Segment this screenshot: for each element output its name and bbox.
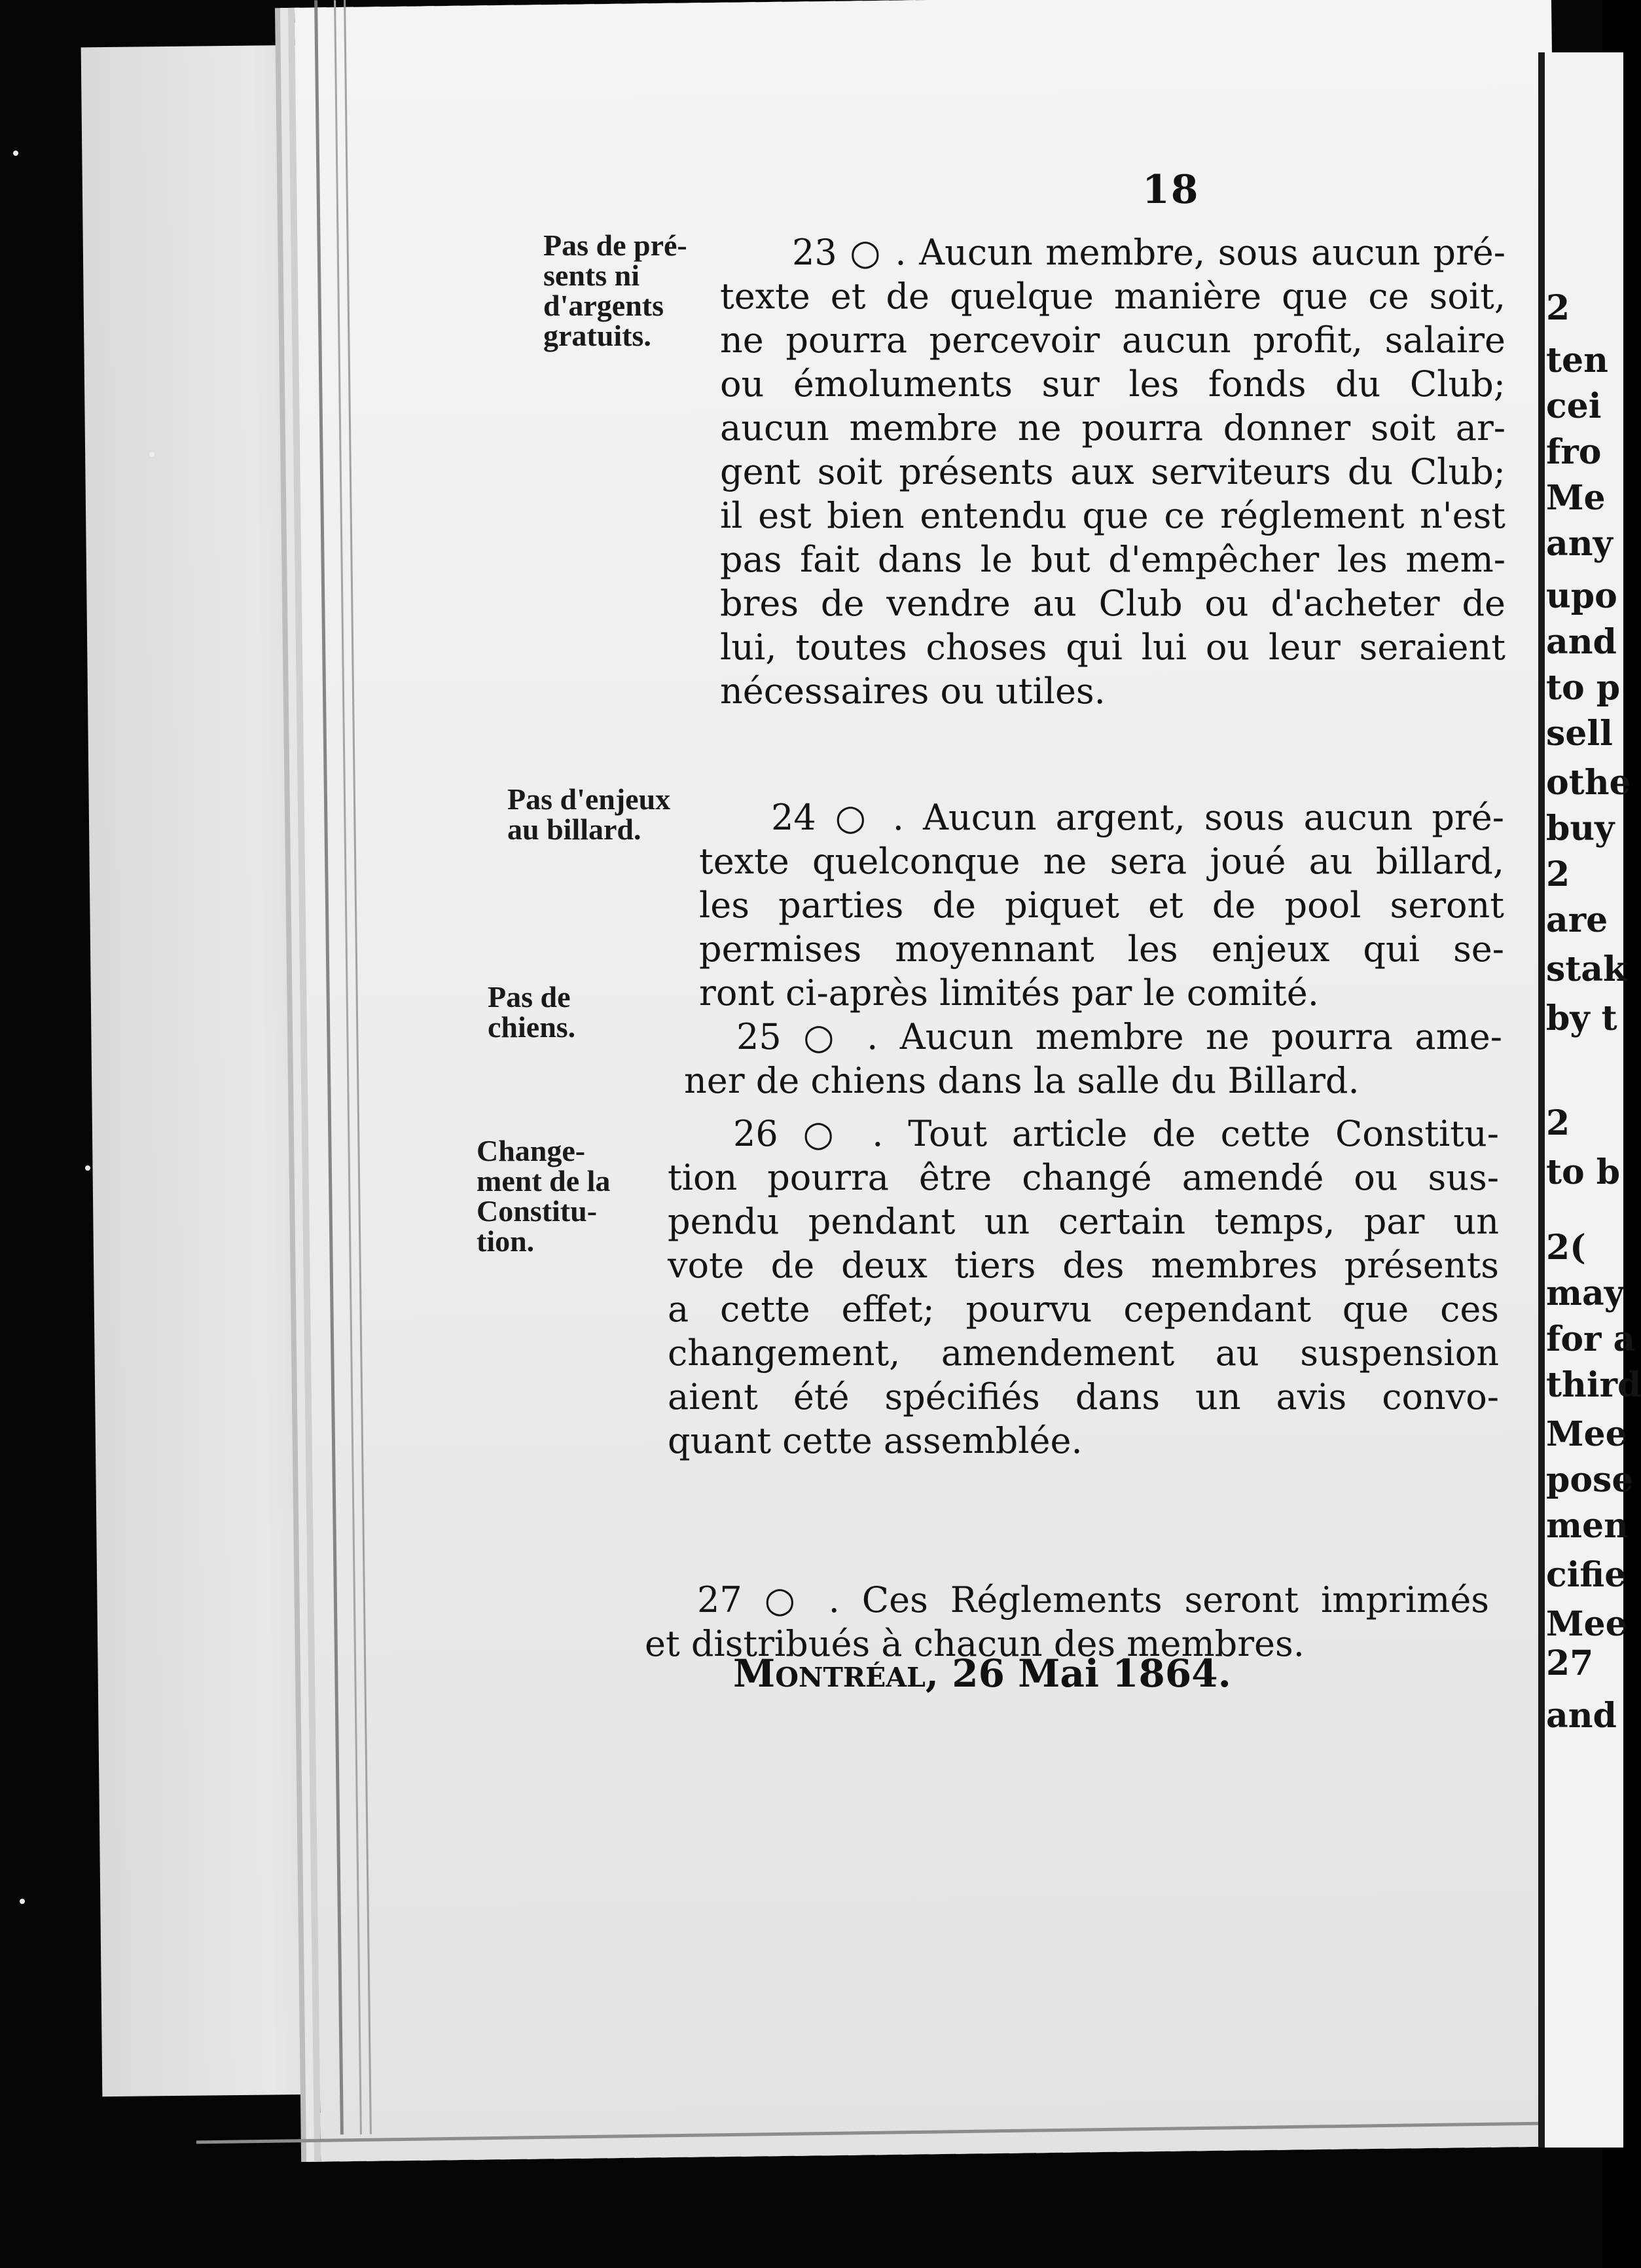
facing-page-fragment: by t — [1546, 998, 1617, 1038]
facing-page-fragment: 2 — [1546, 1103, 1570, 1143]
facing-page-fragment: to p — [1546, 668, 1621, 708]
article-line: gent soit présents aux serviteurs du Club; — [720, 451, 1506, 492]
facing-page-fragment: men — [1546, 1506, 1629, 1546]
article-line: ront ci-après limités par le comité. — [699, 972, 1319, 1014]
article-line: 25 ○ . Aucun membre ne pourra ame- — [736, 1016, 1502, 1057]
facing-page-fragment: cei — [1546, 386, 1602, 426]
margin-note-article-25: Pas de chiens. — [488, 980, 576, 1044]
article-line: les parties de piquet et de pool seront — [699, 885, 1504, 926]
article-line: texte et de quelque manière que ce soit, — [720, 276, 1506, 317]
facing-page-fragment: upo — [1546, 576, 1617, 616]
facing-page-fragment: may — [1546, 1273, 1624, 1313]
facing-page-fragment: stak — [1546, 949, 1627, 989]
article-line: vote de deux tiers des membres présents — [668, 1245, 1499, 1286]
facing-page-fragment: cifie — [1546, 1555, 1627, 1595]
article-26 — [668, 1112, 1499, 1463]
article-line: 26 ○ . Tout article de cette Constitu- — [733, 1113, 1499, 1154]
facing-page-fragment: 2( — [1546, 1228, 1586, 1268]
article-line: texte quelconque ne sera joué au billard, — [699, 841, 1504, 882]
article-line: 27 ○ . Ces Réglements seront imprimés — [697, 1579, 1489, 1620]
article-line: nécessaires ou utiles. — [720, 670, 1106, 712]
place: Montréal, — [733, 1651, 939, 1696]
article-line: tion pourra être changé amendé ou sus- — [668, 1157, 1499, 1198]
facing-page-fragment: ten — [1546, 340, 1608, 380]
dust-speck — [20, 1899, 25, 1904]
dust-speck — [149, 452, 154, 457]
article-line: 24 ○ . Aucun argent, sous aucun pré- — [771, 797, 1504, 838]
date: 26 Mai 1864. — [952, 1651, 1231, 1696]
facing-page-fragment: for a — [1546, 1319, 1636, 1359]
facing-page-fragment: Mee — [1546, 1604, 1627, 1644]
article-line: aient été spécifiés dans un avis convo- — [668, 1376, 1499, 1418]
article-line: quant cette assemblée. — [668, 1420, 1083, 1461]
facing-page-fragment: are — [1546, 900, 1608, 940]
facing-page-fragment: Me — [1546, 478, 1606, 518]
article-line: changement, amendement au suspension — [668, 1332, 1499, 1374]
article-line: pas fait dans le but d'empêcher les mem- — [720, 539, 1506, 580]
facing-page-fragment: 2 — [1546, 288, 1570, 328]
facing-page-fragment: to b — [1546, 1152, 1621, 1192]
facing-page-fragment: third — [1546, 1365, 1641, 1405]
article-line: aucun membre ne pourra donner soit ar- — [720, 407, 1506, 448]
article-25 — [684, 1015, 1502, 1103]
article-23 — [720, 230, 1506, 713]
place-and-date — [733, 1651, 1231, 1696]
article-line: ner de chiens dans la salle du Billard. — [684, 1060, 1360, 1101]
facing-page-fragment: any — [1546, 524, 1613, 564]
article-24 — [699, 796, 1504, 1015]
facing-page-fragment: othe — [1546, 763, 1631, 803]
facing-page-fragment: 27 — [1546, 1643, 1594, 1683]
article-line: permises moyennant les enjeux qui se- — [699, 928, 1504, 970]
dust-speck — [85, 1165, 90, 1171]
article-line: a cette effet; pourvu cependant que ces — [668, 1289, 1499, 1330]
page-number: 18 — [1142, 167, 1200, 213]
article-line: lui, toutes choses qui lui ou leur seraient — [720, 627, 1506, 668]
article-line: ou émoluments sur les fonds du Club; — [720, 363, 1506, 405]
margin-note-article-23: Pas de pré- sents ni d'argents gratuits. — [543, 229, 687, 352]
facing-page-fragment: pose — [1546, 1460, 1634, 1500]
article-line: il est bien entendu que ce réglement n'est — [720, 495, 1506, 536]
margin-note-article-26: Change- ment de la Constitu- tion. — [477, 1134, 611, 1258]
facing-page-fragment: Mee — [1546, 1414, 1627, 1454]
facing-page-fragment: buy — [1546, 809, 1615, 849]
article-line: pendu pendant un certain temps, par un — [668, 1201, 1499, 1242]
article-line: ne pourra percevoir aucun profit, salaire — [720, 320, 1506, 361]
article-line: 23 ○ . Aucun membre, sous aucun pré- — [792, 232, 1506, 273]
facing-page-fragment: and — [1546, 622, 1617, 662]
facing-page-fragment: sell — [1546, 714, 1613, 754]
article-line: bres de vendre au Club ou d'acheter de — [720, 583, 1506, 624]
facing-page-fragment: 2 — [1546, 854, 1570, 894]
article-line: et distribués à chacun des membres. — [645, 1623, 1305, 1664]
facing-page-fragment: and — [1546, 1696, 1617, 1736]
dust-speck — [13, 151, 18, 156]
margin-note-article-24: Pas d'enjeux au billard. — [507, 782, 671, 846]
facing-page-fragment: fro — [1546, 432, 1602, 472]
